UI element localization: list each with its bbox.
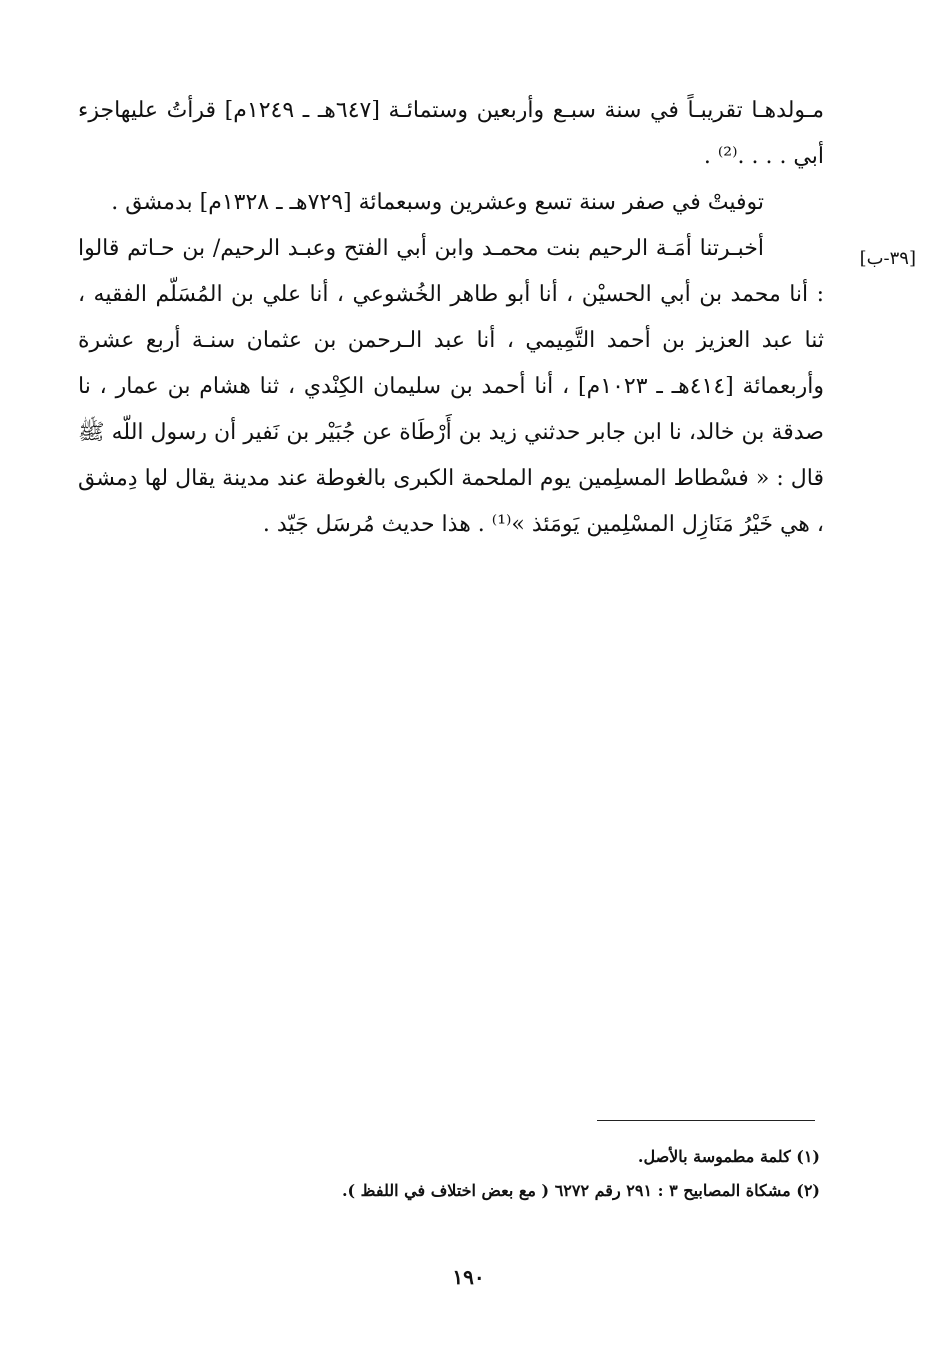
main-text <box>78 88 824 548</box>
manuscript-folio-marker: [٣٩-ب] <box>859 248 916 269</box>
footnotes <box>180 1140 820 1208</box>
footnote-1: (١) كلمة مطموسة بالأصل. <box>637 1147 820 1166</box>
paragraph-death: توفيتْ في صفر سنة تسع وعشرين وسبعمائة [٧٢٩هـ ـ ١٣٢٨م] بدمشق . <box>111 190 764 215</box>
paragraph-birth: مـولدهـا تقريبـاً في سنة سبـع وأربعين وستمائـة [٦٤٧هـ ـ ١٢٤٩م] قرأتُ عليهاجزء أبي . . . .⁽²⁾ . <box>78 98 824 169</box>
footnote-2: (٢) مشكاة المصابيح ٣ : ٢٩١ رقم ٦٢٧٢ ( مع بعض اختلاف في اللفظ ). <box>341 1181 820 1200</box>
footnote-separator <box>597 1120 815 1121</box>
paragraph-hadith: أخبـرتنا أمَـة الرحيم بنت محمـد وابن أبي الفتح وعبـد الرحيم/ بن حـاتم قالوا : أنا محمد بن أبي الحسيْن ، أنا أبو طاهر الخُشوعي ، أنا علي بن المُسَلّم الفقيه ، ثنا عبد العزيز بن أحمد التَّمِيمي ، أنا عبد الـرحمن بن عثمان سنـة أربع عشرة وأربعمائة [٤١٤هـ ـ ١٠٢٣م] ، أنا أحمد بن سليمان الكِنْدي ، ثنا هشام بن عمار ، نا صدقة بن خالد، نا ابن جابر حدثني زيد بن أَرْطَاة عن جُبَيْر بن نَفير أن رسول اللّه ﷺ قال : « فسْطاط المسلِمين يوم الملحمة الكبرى بالغوطة عند مدينة يقال لها دِمشق ، هي خَيْرُ مَنَازِل المسْلِمين يَومَئذ »⁽¹⁾ . هذا حديث مُرسَل جَيّد . <box>78 236 824 537</box>
page-number: ١٩٠ <box>452 1265 485 1289</box>
